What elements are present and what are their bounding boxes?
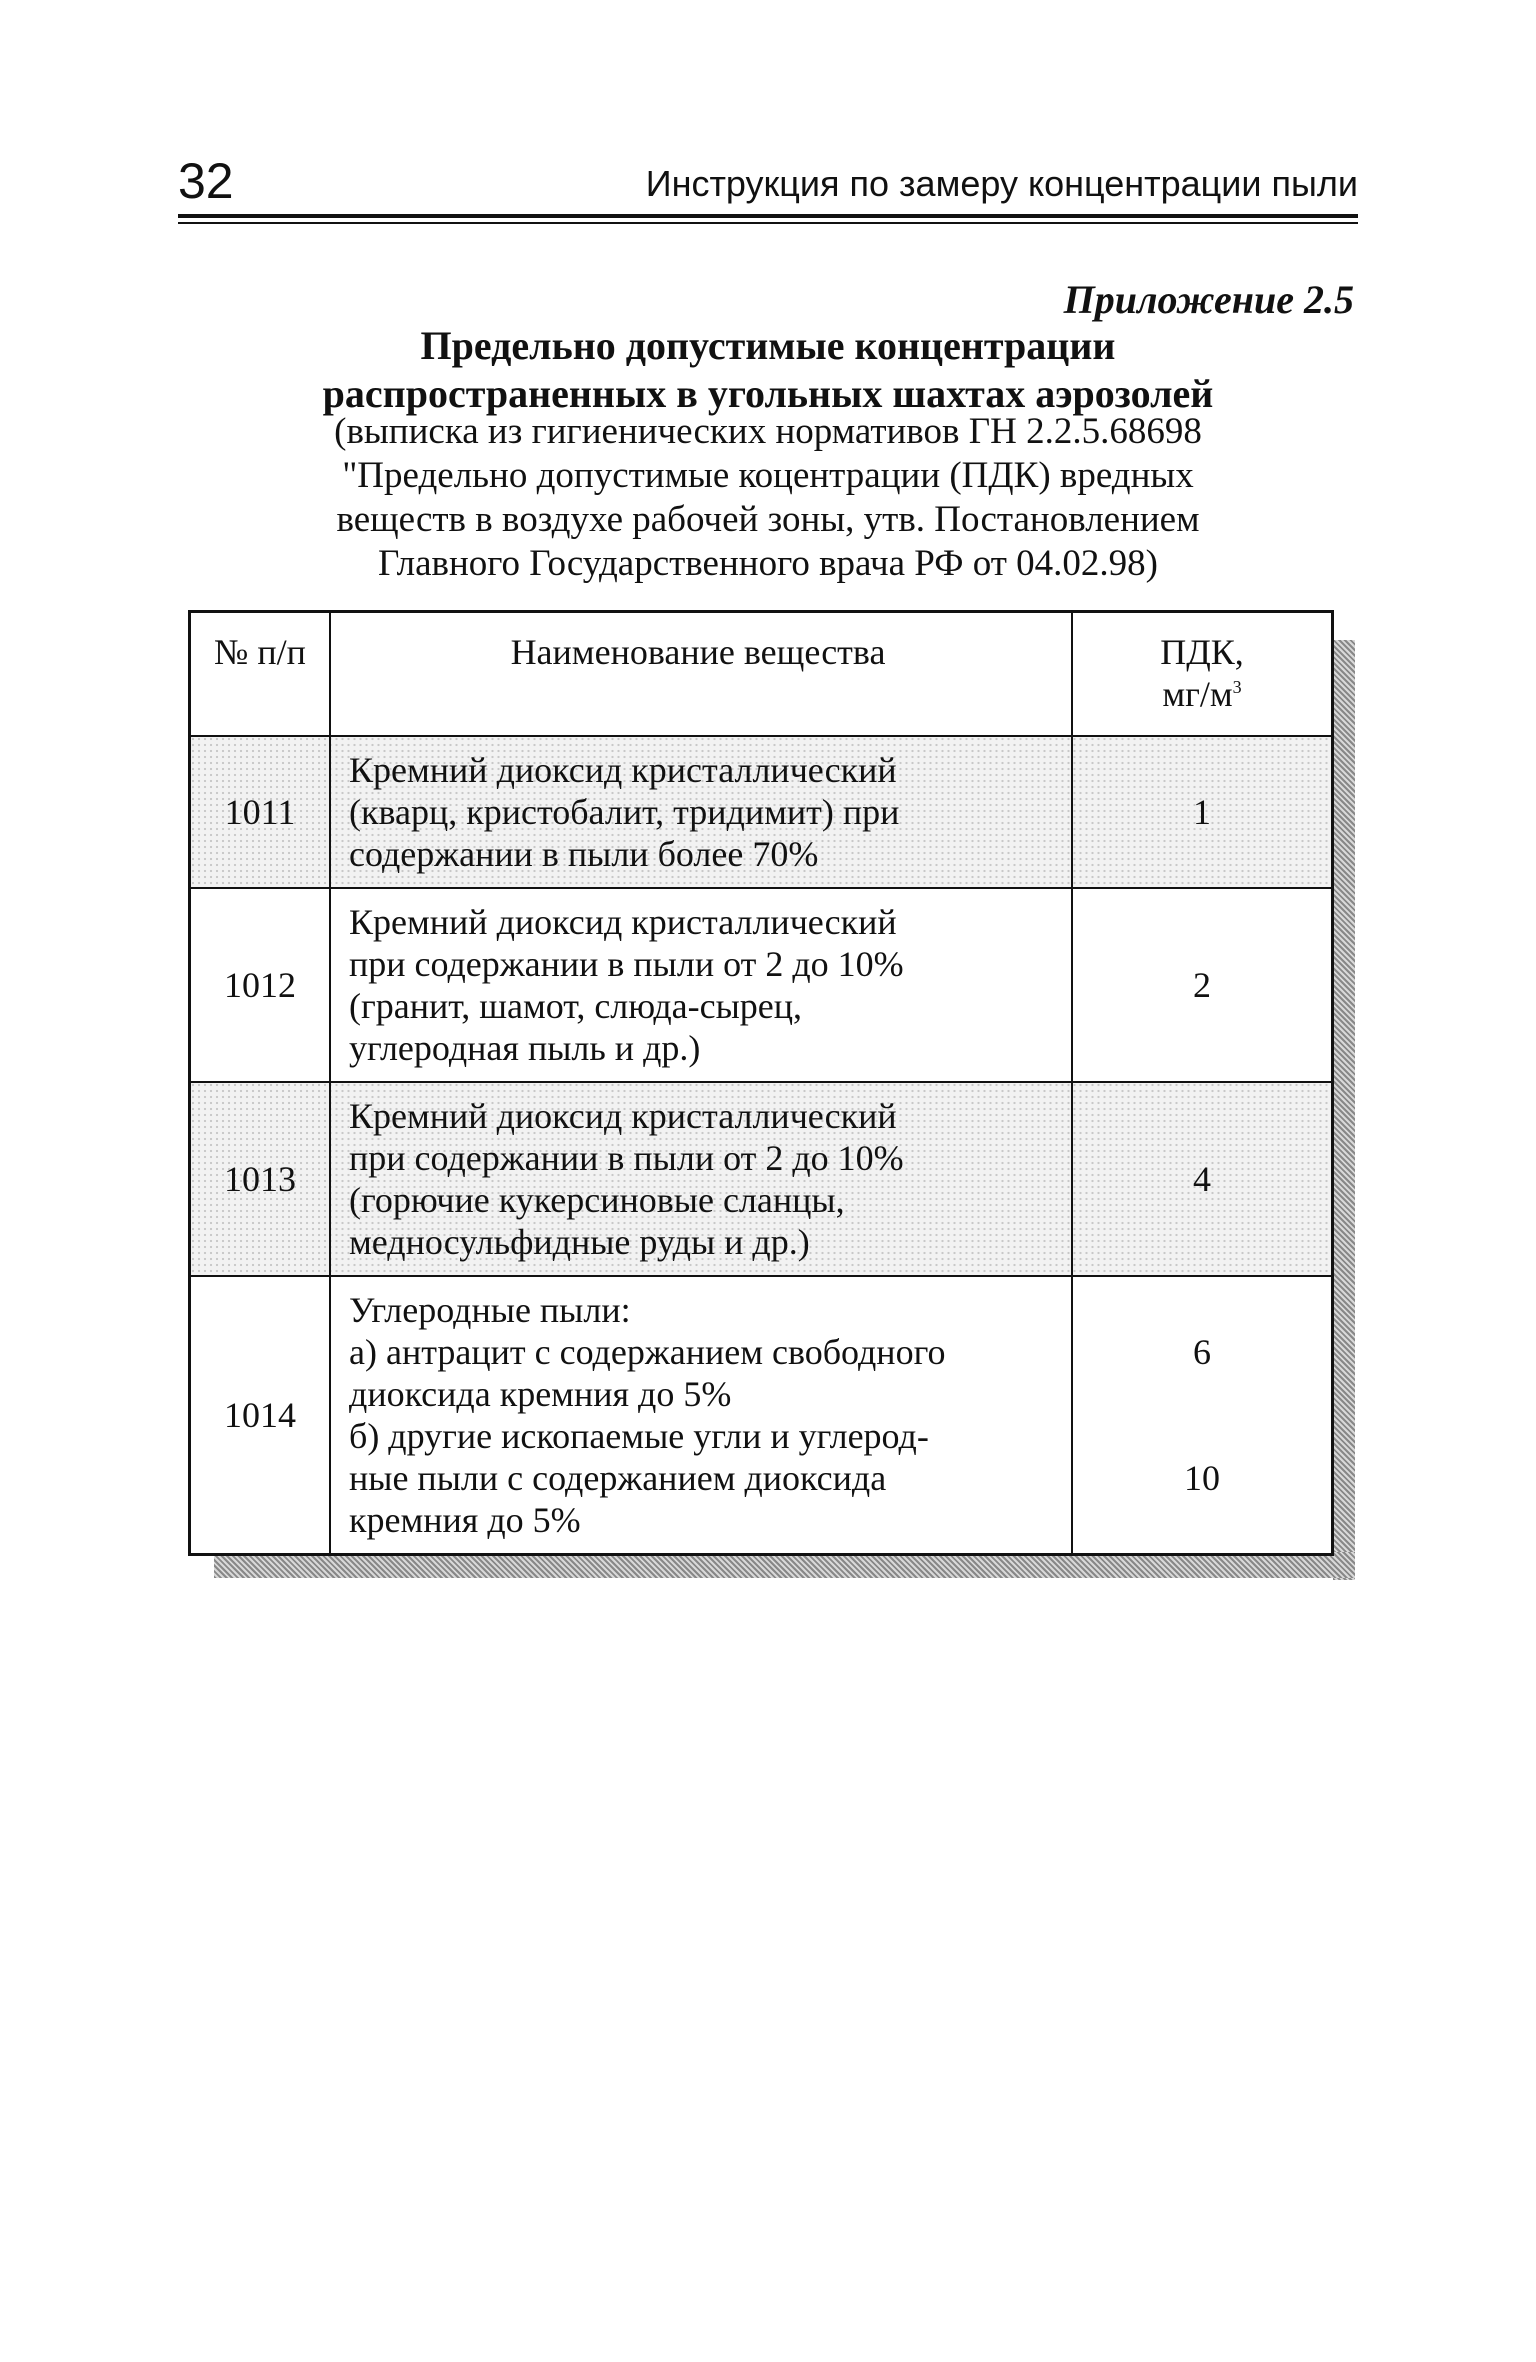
page-number: 32 bbox=[178, 153, 234, 209]
table-row bbox=[190, 1082, 1333, 1276]
subtitle-line: Главного Государственного врача РФ от 04.02.98) bbox=[378, 543, 1158, 584]
row-number: 1011 bbox=[190, 736, 331, 888]
substance-line: диоксида кремния до 5% bbox=[349, 1374, 732, 1414]
table-row bbox=[190, 1276, 1333, 1555]
title-line: распространенных в угольных шахтах аэрозолей bbox=[322, 371, 1214, 416]
header-pdk-line1: ПДК, bbox=[1160, 632, 1244, 672]
subtitle-line: веществ в воздухе рабочей зоны, утв. Постановлением bbox=[336, 499, 1200, 540]
header-pdk-unit-exponent: 3 bbox=[1232, 677, 1242, 697]
row-substance bbox=[330, 736, 1072, 888]
row-substance bbox=[330, 1276, 1072, 1555]
table-shadow bbox=[1333, 640, 1355, 1580]
table-row bbox=[190, 736, 1333, 888]
header-pdk bbox=[1072, 612, 1333, 737]
appendix-label: Приложение 2.5 bbox=[1063, 277, 1354, 322]
row-substance bbox=[330, 888, 1072, 1082]
title-line: Предельно допустимые концентрации bbox=[420, 323, 1116, 368]
substance-line: (горючие кукерсиновые сланцы, bbox=[349, 1180, 845, 1220]
table-header-row bbox=[190, 612, 1333, 737]
document-subtitle bbox=[178, 410, 1358, 586]
document-title bbox=[178, 322, 1358, 418]
substance-line: Кремний диоксид кристаллический bbox=[349, 902, 897, 942]
row-substance bbox=[330, 1082, 1072, 1276]
header-name: Наименование вещества bbox=[330, 612, 1072, 737]
row-pdk: 4 bbox=[1072, 1082, 1333, 1276]
substance-line: б) другие ископаемые угли и углерод- bbox=[349, 1416, 929, 1456]
table-row bbox=[190, 888, 1333, 1082]
subtitle-line: "Предельно допустимые коцентрации (ПДК) вредных bbox=[342, 455, 1194, 496]
row-pdk-a: 6 bbox=[1193, 1332, 1211, 1372]
pdk-table-container bbox=[188, 610, 1334, 1556]
substance-line: (гранит, шамот, слюда-сырец, bbox=[349, 986, 803, 1026]
subtitle-line: (выписка из гигиенических нормативов ГН 2.2.5.68698 bbox=[334, 411, 1202, 452]
substance-line: Углеродные пыли: bbox=[349, 1290, 631, 1330]
substance-line: Кремний диоксид кристаллический bbox=[349, 750, 897, 790]
header-rule-thin bbox=[178, 222, 1358, 224]
header-rule-thick bbox=[178, 214, 1358, 218]
pdk-table bbox=[188, 610, 1334, 1556]
page-header bbox=[178, 150, 1358, 212]
row-number: 1014 bbox=[190, 1276, 331, 1555]
substance-line: Кремний диоксид кристаллический bbox=[349, 1096, 897, 1136]
substance-line: а) антрацит с содержанием свободного bbox=[349, 1332, 946, 1372]
row-pdk-b: 10 bbox=[1184, 1458, 1220, 1498]
substance-line: при содержании в пыли от 2 до 10% bbox=[349, 944, 904, 984]
header-pdk-unit: мг/м bbox=[1162, 674, 1233, 714]
substance-line: медносульфидные руды и др.) bbox=[349, 1222, 810, 1262]
row-pdk: 2 bbox=[1072, 888, 1333, 1082]
substance-line: содержании в пыли более 70% bbox=[349, 834, 819, 874]
row-number: 1012 bbox=[190, 888, 331, 1082]
substance-line: кремния до 5% bbox=[349, 1500, 581, 1540]
header-number: № п/п bbox=[190, 612, 331, 737]
row-pdk: 1 bbox=[1072, 736, 1333, 888]
running-title: Инструкция по замеру концентрации пыли bbox=[645, 163, 1358, 204]
row-pdk bbox=[1072, 1276, 1333, 1555]
substance-line: ные пыли с содержанием диоксида bbox=[349, 1458, 887, 1498]
substance-line: (кварц, кристобалит, тридимит) при bbox=[349, 792, 900, 832]
substance-line: углеродная пыль и др.) bbox=[349, 1028, 701, 1068]
row-number: 1013 bbox=[190, 1082, 331, 1276]
substance-line: при содержании в пыли от 2 до 10% bbox=[349, 1138, 904, 1178]
